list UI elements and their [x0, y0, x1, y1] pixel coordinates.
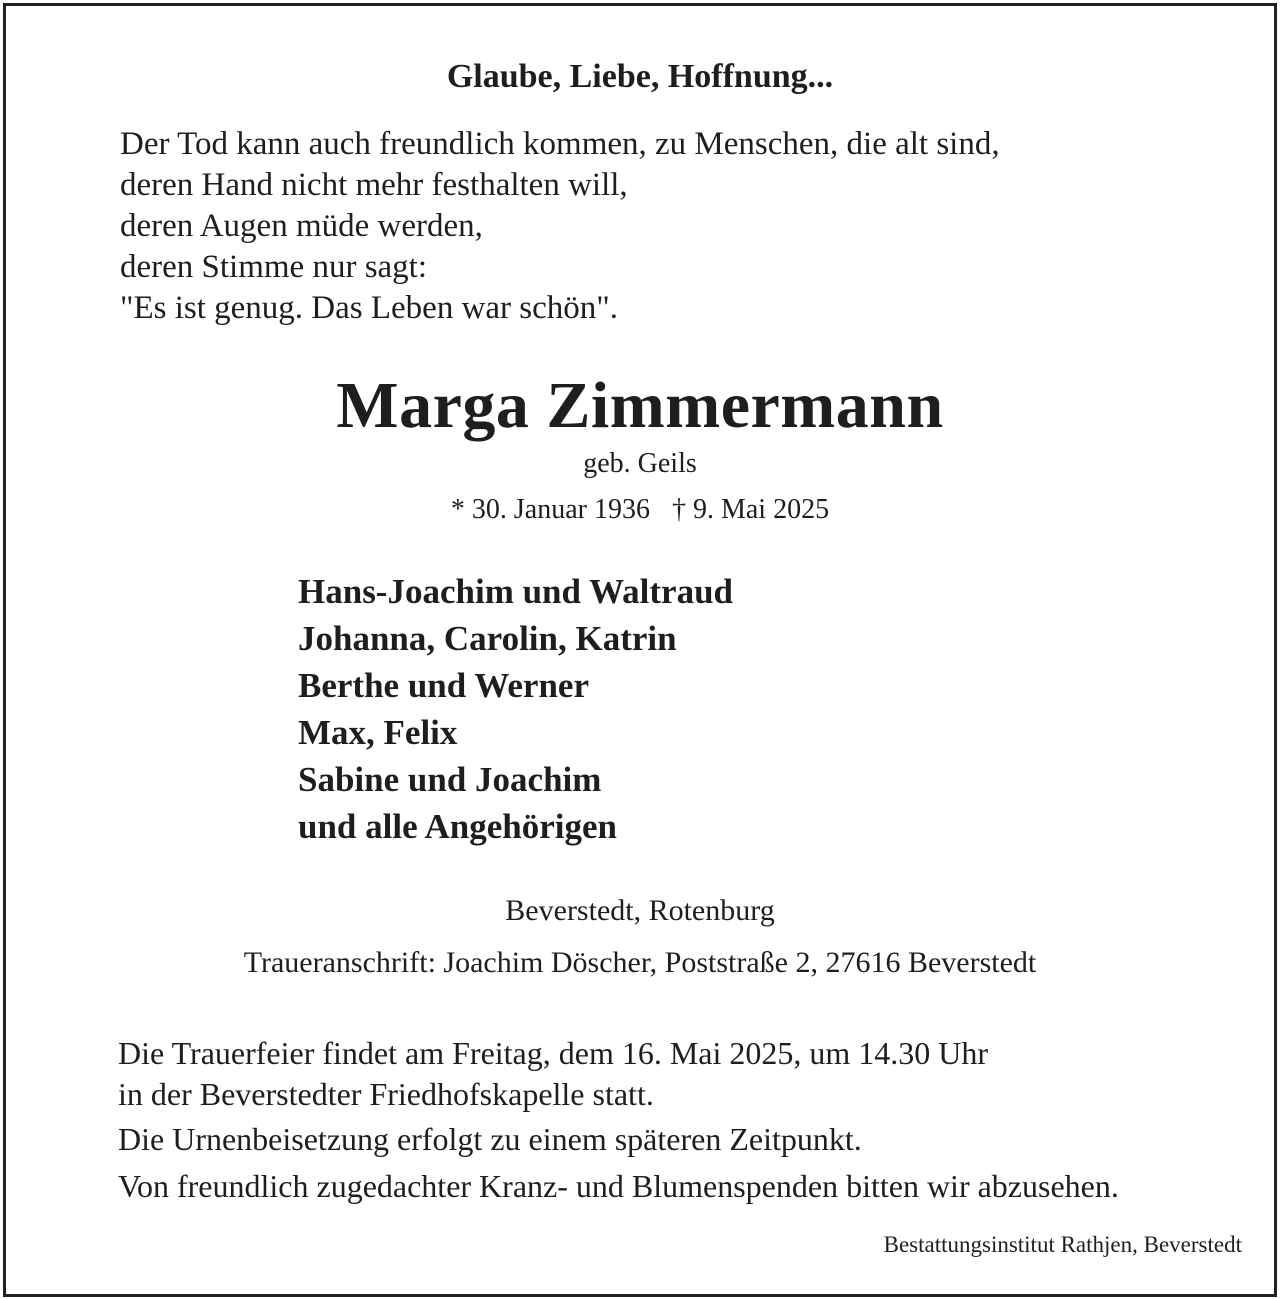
- mourning-address: Traueranschrift: Joachim Döscher, Poststraße 2, 27616 Beverstedt: [243, 946, 1037, 979]
- flowers-note: Von freundlich zugedachter Kranz- und Blumenspenden bitten wir abzusehen.: [118, 1168, 1119, 1204]
- places: Beverstedt, Rotenburg: [505, 894, 775, 927]
- family-list: [298, 568, 733, 850]
- ceremony-info: [118, 1033, 988, 1115]
- family-line: Max, Felix: [298, 713, 458, 752]
- death-date: † 9. Mai 2025: [671, 494, 830, 525]
- birth-date: * 30. Januar 1936: [450, 494, 650, 525]
- family-line: Johanna, Carolin, Katrin: [298, 619, 677, 658]
- family-line: und alle Angehörigen: [298, 807, 617, 846]
- family-line: Hans-Joachim und Waltraud: [298, 572, 734, 611]
- family-line: Berthe und Werner: [298, 666, 590, 705]
- undertaker: Bestattungsinstitut Rathjen, Beverstedt: [883, 1232, 1242, 1257]
- birth-name: geb. Geils: [583, 448, 697, 479]
- poem-line: "Es ist genug. Das Leben war schön".: [120, 290, 618, 326]
- urn-note: Die Urnenbeisetzung erfolgt zu einem späteren Zeitpunkt.: [118, 1121, 862, 1157]
- poem-line: deren Hand nicht mehr festhalten will,: [120, 167, 628, 203]
- ceremony-line: Die Trauerfeier findet am Freitag, dem 16. Mai 2025, um 14.30 Uhr: [118, 1035, 989, 1071]
- poem: [120, 124, 1000, 329]
- poem-line: deren Augen müde werden,: [120, 208, 483, 244]
- notice-heading: Glaube, Liebe, Hoffnung...: [446, 58, 834, 95]
- deceased-name: Marga Zimmermann: [336, 369, 944, 442]
- poem-line: Der Tod kann auch freundlich kommen, zu Menschen, die alt sind,: [120, 126, 1000, 162]
- ceremony-line: in der Beverstedter Friedhofskapelle statt.: [118, 1076, 654, 1112]
- life-dates: [0, 494, 1280, 526]
- poem-line: deren Stimme nur sagt:: [120, 249, 428, 285]
- family-line: Sabine und Joachim: [298, 760, 602, 799]
